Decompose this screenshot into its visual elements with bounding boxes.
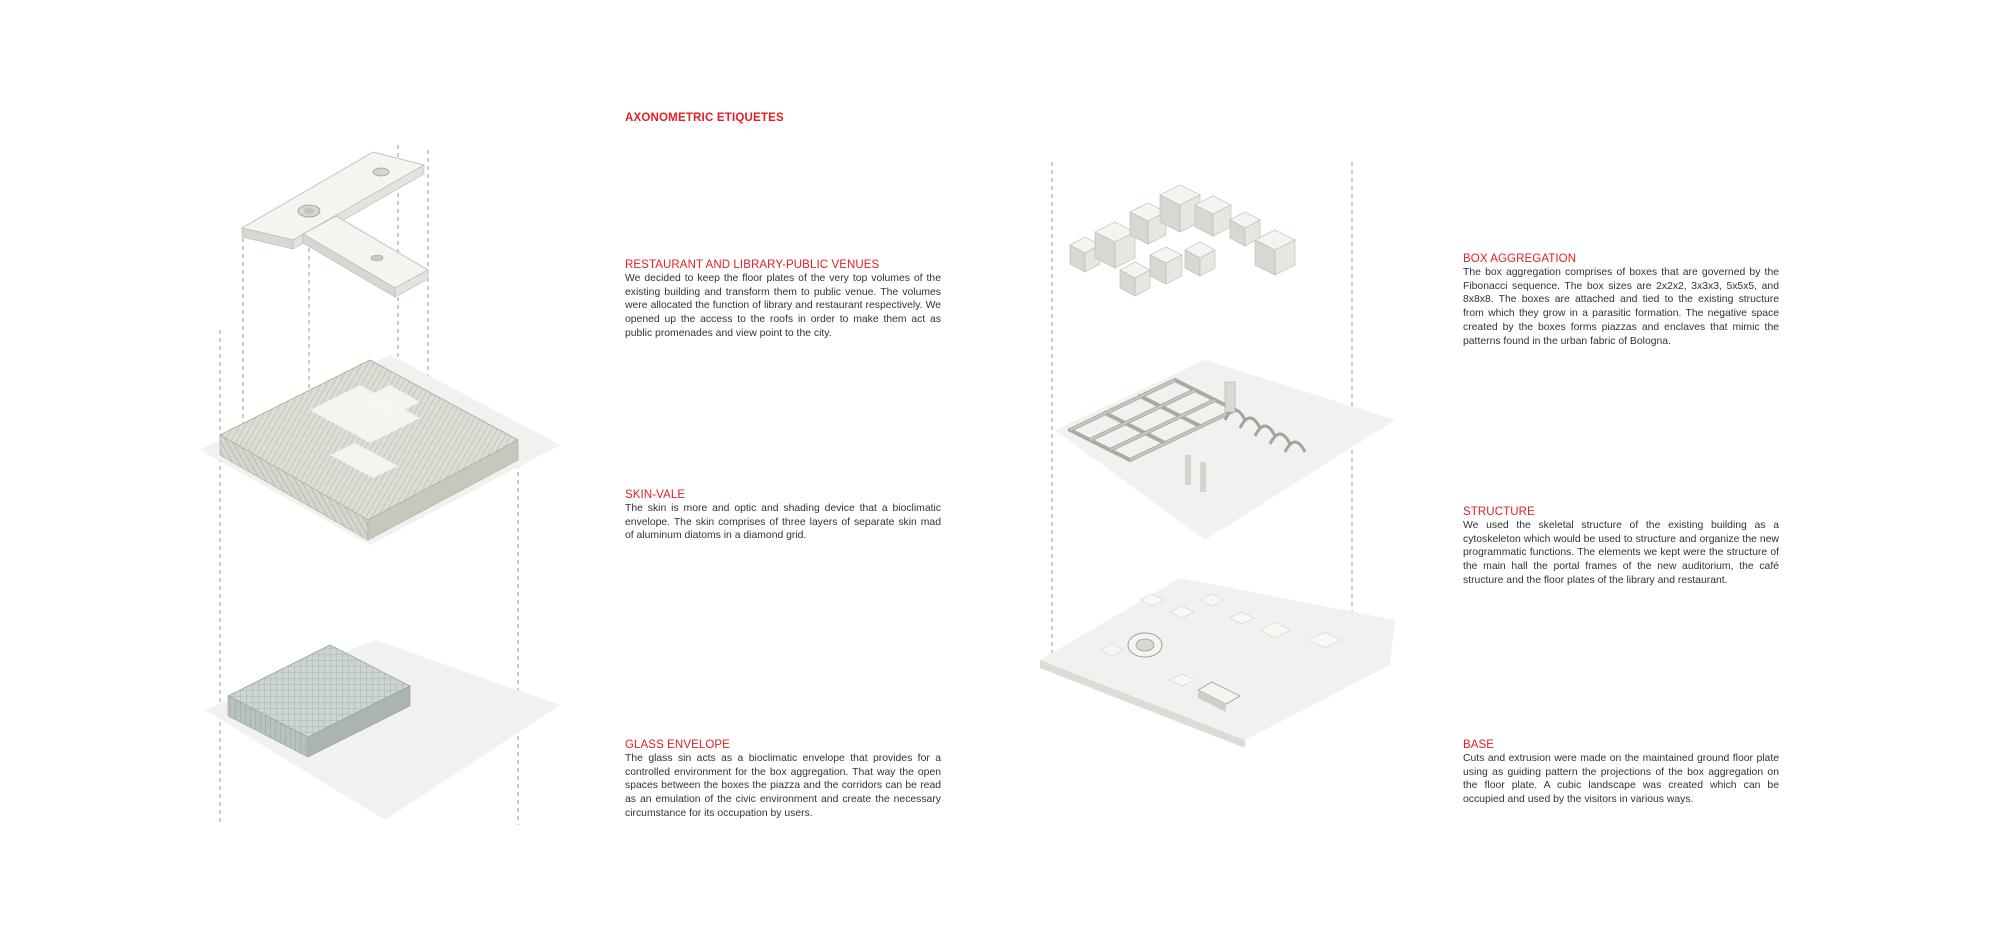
base-block xyxy=(1463,739,1779,807)
box-aggregation-description: The box aggregation comprises of boxes that are governed by the Fibonacci sequence. The box sizes are 2x2x2, 3x3x3, 5x5x5, and 8x8x8. The boxes are attached and tied to the existing structure from which they grow in a parasitic formation. The negative space created by the boxes forms piazzas and enclaves that mimic the patterns found in the urban fabric of Bologna. xyxy=(1463,267,1779,347)
skin-vale-heading: SKIN-VALE xyxy=(625,489,686,501)
right-axonometric-stack xyxy=(1040,162,1395,748)
box-aggregation-block xyxy=(1463,253,1779,348)
glass-level xyxy=(205,640,560,820)
base-description: Cuts and extrusion were made on the maintained ground floor plate using as guiding pattern the projections of the box aggregation on the floor plate. A cubic landscape was created which can be occupied and used by the visitors in various ways. xyxy=(1463,753,1779,806)
box-aggregation-cluster xyxy=(1070,185,1295,296)
restaurant-library-volumes xyxy=(242,152,428,297)
structure-block xyxy=(1463,506,1779,588)
restaurant-library-block xyxy=(625,259,941,341)
structure-description: We used the skeletal structure of the existing building as a cytoskeleton which would be used to structure and organize the new programmatic functions. The elements we kept were the structure of the main hall the portal frames of the new auditorium, the café structure and the floor plates of the library and restaurant. xyxy=(1463,520,1779,586)
restaurant-library-description: We decided to keep the floor plates of the very top volumes of the existing building and transform them to public venue. The volumes were allocated the function of library and restaurant respectively. We opened up the access to the roofs in order to make them act as public promenades and view point to the city. xyxy=(625,273,941,339)
glass-envelope-block xyxy=(625,739,941,821)
base-level xyxy=(1040,578,1395,748)
box-aggregation-heading: BOX AGGREGATION xyxy=(1463,253,1577,265)
skin-vale-block xyxy=(625,489,941,543)
restaurant-library-heading: RESTAURANT AND LIBRARY-PUBLIC VENUES xyxy=(625,259,880,271)
base-heading: BASE xyxy=(1463,739,1495,751)
structure-level xyxy=(1055,360,1395,540)
skin-vale-description: The skin is more and optic and shading device that a bioclimatic envelope. The skin comprises of three layers of separate skin mad of aluminum diatoms in a diamond grid. xyxy=(625,503,941,542)
page-title: AXONOMETRIC ETIQUETES xyxy=(625,112,784,124)
left-axonometric-stack xyxy=(200,145,560,825)
glass-envelope-heading: GLASS ENVELOPE xyxy=(625,739,730,751)
skin-level xyxy=(200,355,560,545)
structure-heading: STRUCTURE xyxy=(1463,506,1535,518)
glass-envelope-description: The glass sin acts as a bioclimatic envelope that provides for a controlled environment for the box aggregation. That way the open spaces between the boxes the piazza and the corridors can be read as an emulation of the civic environment and create the necessary circumstance for its occupation by users. xyxy=(625,753,941,819)
